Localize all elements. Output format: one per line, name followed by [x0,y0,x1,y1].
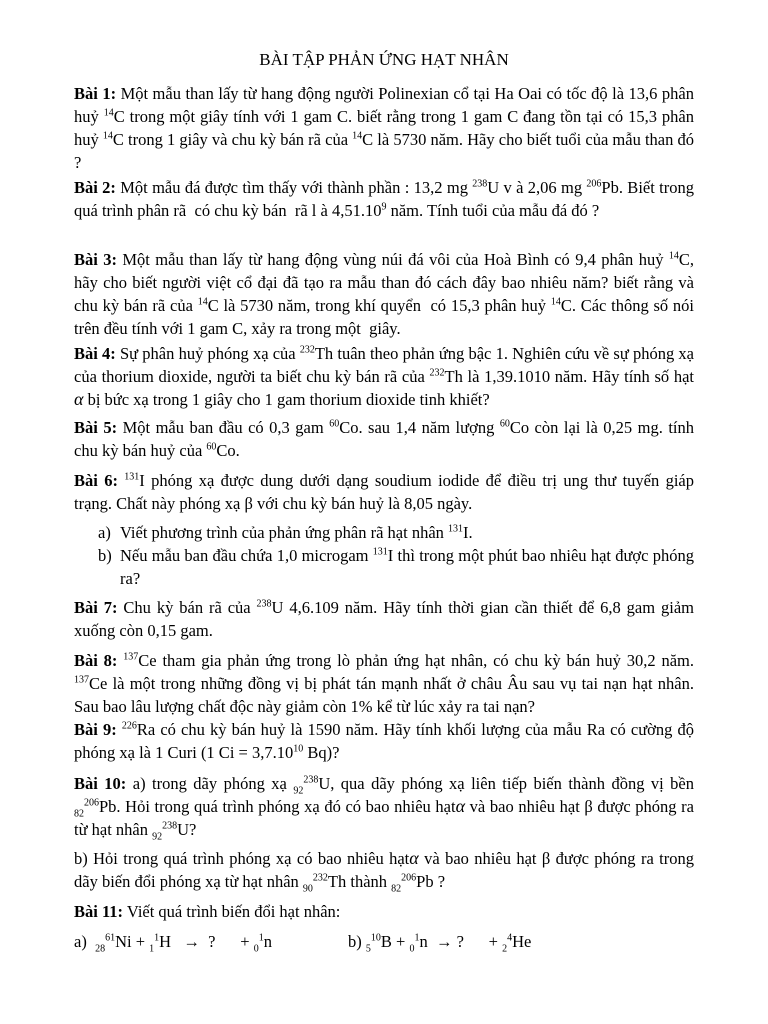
problem-9: Bài 9: $^{226}$Ra có chu kỳ bán huỷ là 1590 năm. Hãy tính khối lượng của mẫu Ra có cường độ phóng xạ là 1 Curi (1 $Ci = 3,7.10^{10}$ Bq)? [74,720,695,762]
list-marker-a: a) [98,523,111,542]
problem-9-label: Bài 9: [74,720,117,739]
equation-a-label: a) [74,932,87,951]
page-title: BÀI TẬP PHẢN ỨNG HẠT NHÂN [259,50,509,69]
problem-1: Bài 1: Một mẫu than lấy từ hang động người Polinexian cổ tại Ha Oai có tốc độ là 13,6 phân huỷ $^{14}$C trong một giây tính với 1 gam C. biết rằng trong 1 gam C đang tồn tại có 15,3 phân huỷ $^{14}$C trong 1 giây và chu kỳ bán rã của $^{14}$C là 5730 năm. Hãy cho biết tuổi của mẫu than đó ? [74,84,694,172]
problem-11-label: Bài 11: [74,902,124,921]
problem-4: Bài 4: Sự phân huỷ phóng xạ của $^{232}$Th tuân theo phản ứng bậc 1. Nghiên cứu về sự phóng xạ của thorium dioxide, người ta biết chu kỳ bán rã của $^{232}$Th là 1,39.1010 năm. Hãy tính số hạt α bị bức xạ trong 1 giây cho 1 gam thorium dioxide tinh khiết? [74,344,694,409]
problem-6-label: Bài 6: [74,471,118,490]
equation-a: a) $_{28}^{61}$Ni + $_1^1$H → ? + $_0^1$n [74,932,272,955]
problem-6-item-a: a) Viết phương trình của phản ứng phân rã hạt nhân $^{131}$I. [98,523,473,542]
list-marker-b: b) [98,546,112,565]
equation-b-label: b) [348,932,362,951]
problem-6-item-b: b) Nếu mẫu ban đầu chứa 1,0 microgam $^{131}$I thì trong một phút bao nhiêu hạt được phóng ra? [98,546,694,588]
problem-11-text: Viết quá trình biến đổi hạt nhân: [126,902,341,921]
problem-5: Bài 5: Một mẫu ban đầu có 0,3 gam $^{60}$Co. sau 1,4 năm lượng $^{60}$Co còn lại là 0,25 mg. tính chu kỳ bán huỷ của $^{60}$Co. [74,418,694,460]
problem-5-label: Bài 5: [74,418,118,437]
problem-3-label: Bài 3: [74,250,117,269]
problem-7: Bài 7: Chu kỳ bán rã của $^{238}$U 4,6.109 năm. Hãy tính thời gian cần thiết để 6,8 gam giảm xuống còn 0,15 gam. [74,598,694,640]
problem-2-label: Bài 2: [74,178,116,197]
problem-3: Bài 3: Một mẫu than lấy từ hang động vùng núi đá vôi của Hoà Bình có 9,4 phân huỷ $^{14}$C, hãy cho biết người việt cổ đại đã tạo ra mẫu than đó cách đây bao nhiêu năm? biết rằng và chu kỳ bán rã của $^{14}$C là 5730 năm, trong khí quyển có 15,3 phân huỷ $^{14}$C. Các thông số nói trên đều tính với 1 gam C, xảy ra trong một giây. [74,250,694,338]
problem-10-part-b: b) Hỏi trong quá trình phóng xạ có bao nhiêu hạtα và bao nhiêu hạt β được phóng ra trong dãy biến đổi phóng xạ từ hạt nhân $_{90}^{232}$Th thành $_{82}^{206}$Pb ? [74,848,694,895]
problem-8: Bài 8: $^{137}$Ce tham gia phản ứng trong lò phản ứng hạt nhân, có chu kỳ bán huỷ 30,2 năm. $^{137}$Ce là một trong những đồng vị bị phát tán mạnh nhất ở châu Âu sau vụ tai nạn hạt nhân. Sau bao lâu lượng chất độc này giảm còn 1% kể từ lúc xảy ra tai nạn? [74,651,694,716]
problem-4-label: Bài 4: [74,344,116,363]
problem-11 [74,900,694,923]
problem-8-label: Bài 8: [74,651,118,670]
problem-6: Bài 6: $^{131}$I phóng xạ được dung dưới dạng soudium iodide để điều trị ung thư tuyến giáp trạng. Chất này phóng xạ β với chu kỳ bán huỷ là 8,05 ngày. [74,471,694,513]
problem-10-label: Bài 10: [74,774,127,793]
equation-b: b) $_5^{10}$B + $_0^1$n → ? + $_2^4$He [348,932,532,955]
problem-7-label: Bài 7: [74,598,118,617]
problem-2: Bài 2: Một mẫu đá được tìm thấy với thành phần : 13,2 mg $^{238}$U v à 2,06 mg $^{206}$Pb. Biết trong quá trình phân rã có chu kỳ bán rã l à 4,51.10$^9$ năm. Tính tuổi của mẫu đá đó ? [74,178,694,220]
problem-10: Bài 10: a) trong dãy phóng xạ $_{92}^{238}$U, qua dãy phóng xạ liên tiếp biến thành đồng vị bền $_{82}^{206}$Pb. Hỏi trong quá trình phóng xạ đó có bao nhiêu hạtα và bao nhiêu hạt β được phóng ra từ hạt nhân $_{92}^{238}$U? [74,774,695,843]
problem-1-label: Bài 1: [74,84,117,103]
